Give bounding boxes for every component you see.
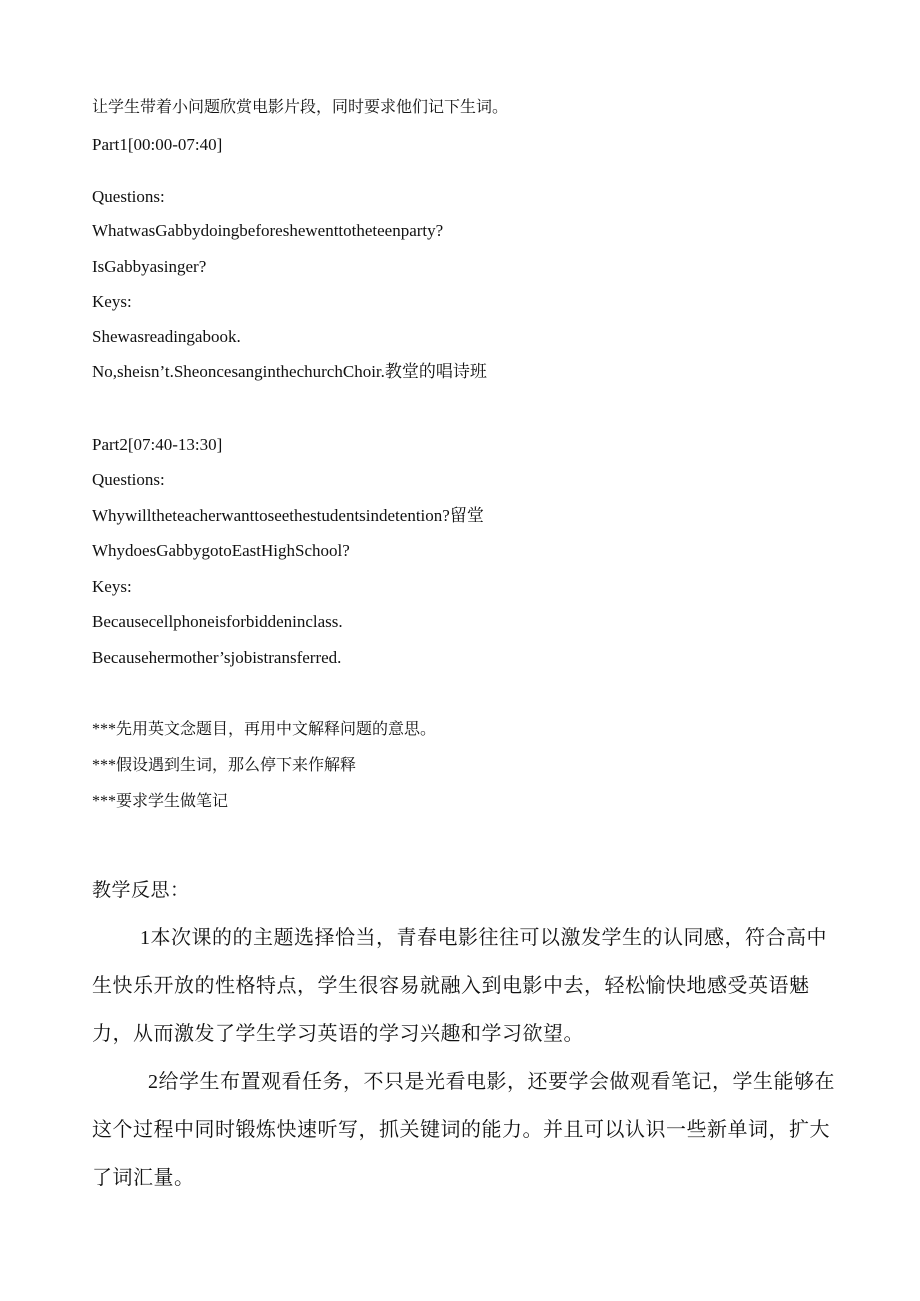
part1-question-1: WhatwasGabbydoingbeforeshewenttotheteenparty? bbox=[92, 221, 444, 240]
part2-key-1: Becausecellphoneisforbiddeninclass. bbox=[92, 612, 343, 631]
note-1: ***先用英文念题目，再用中文解释问题的意思。 bbox=[92, 721, 437, 738]
part2-keys-label: Keys: bbox=[92, 577, 132, 596]
part1-question-2: IsGabbyasinger? bbox=[92, 257, 207, 276]
part1-questions-label: Questions: bbox=[92, 187, 165, 206]
reflection-p2-line-1: 2给学生布置观看任务，不只是光看电影，还要学会做观看笔记，学生能够在 bbox=[148, 1071, 835, 1093]
part1-heading: Part1[00:00-07:40] bbox=[92, 135, 223, 154]
note-2: ***假设遇到生词，那么停下来作解释 bbox=[92, 757, 357, 774]
part2-question-2: WhydoesGabbygotoEastHighSchool? bbox=[92, 541, 350, 560]
reflection-heading: 教学反思： bbox=[92, 880, 190, 901]
part2-questions-label: Questions: bbox=[92, 470, 165, 489]
reflection-p1-line-1: 1本次课的的主题选择恰当，青春电影往往可以激发学生的认同感，符合高中 bbox=[140, 927, 827, 949]
reflection-p1-line-3: 力，从而激发了学生学习英语的学习兴趣和学习欲望。 bbox=[92, 1023, 584, 1045]
note-3: ***要求学生做笔记 bbox=[92, 793, 229, 810]
part1-key-2: No,sheisn’t.SheoncesanginthechurchChoir.教堂的唱诗班 bbox=[92, 362, 487, 381]
part1-keys-label: Keys: bbox=[92, 292, 132, 311]
intro-instruction: 让学生带着小问题欣赏电影片段，同时要求他们记下生词。 bbox=[92, 99, 509, 116]
part1-key-1: Shewasreadingabook. bbox=[92, 327, 241, 346]
part2-question-1: Whywilltheteacherwanttoseethestudentsindetention?留堂 bbox=[92, 506, 484, 525]
reflection-p2-line-2: 这个过程中同时锻炼快速听写，抓关键词的能力。并且可以认识一些新单词，扩大 bbox=[92, 1119, 830, 1141]
part2-heading: Part2[07:40-13:30] bbox=[92, 435, 223, 454]
reflection-p1-line-2: 生快乐开放的性格特点，学生很容易就融入到电影中去，轻松愉快地感受英语魅 bbox=[92, 975, 810, 997]
reflection-p2-line-3: 了词汇量。 bbox=[92, 1167, 195, 1189]
part2-key-2: Becausehermother’sjobistransferred. bbox=[92, 648, 342, 667]
